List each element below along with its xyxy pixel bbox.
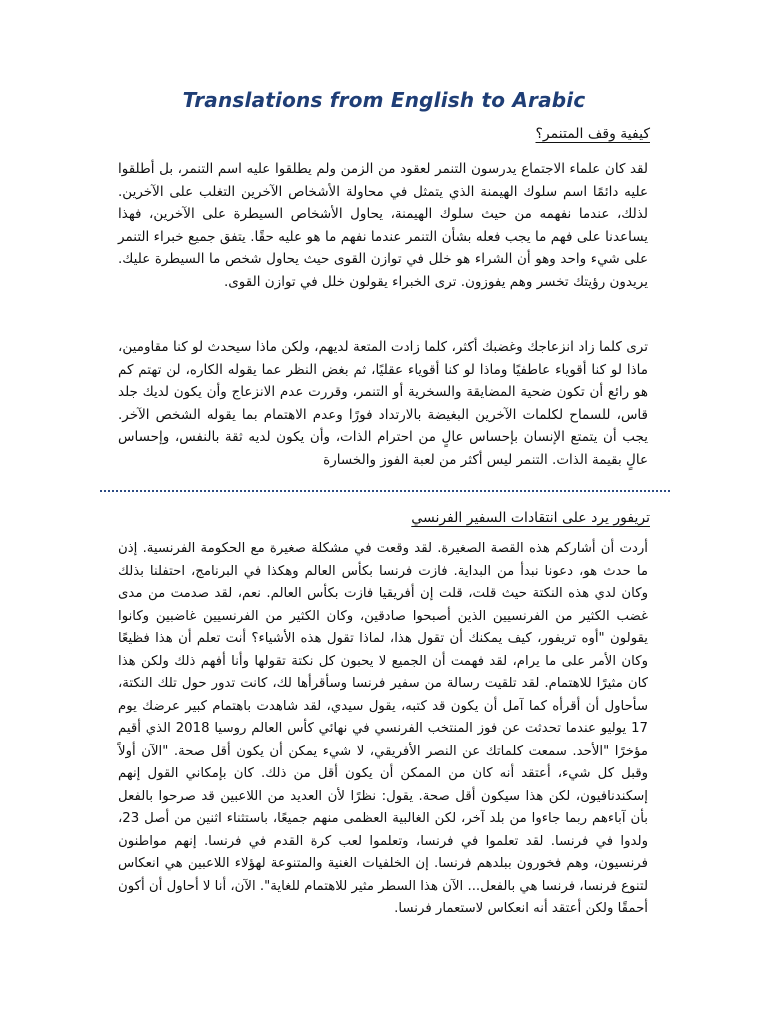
document-title: Translations from English to Arabic	[182, 88, 586, 112]
section-heading-bully: كيفية وقف المتنمر؟	[535, 126, 650, 142]
paragraph-trevor: أردت أن أشاركم هذه القصة الصغيرة. لقد وقعت في مشكلة صغيرة مع الحكومة الفرنسية. إذن ما حدث هو، دعونا نبدأ من البداية. فازت فرنسا بكأس العالم وهكذا في البرنامج، احتفلنا بذلك وكان لدي هذه النكتة حيث قلت، قلت إن أفريقيا فازت بكأس العالم. نعم، لقد صدمت من مدى غضب الكثير من الفرنسيين الذين أصبحوا صادقين، وكان الكثير من الفرنسيين غاضبين وكانوا يقولون "أوه تريفور، كيف يمكنك أن تقول هذا، لماذا تقول هذه الأشياء؟ أنت تعلم أن هذا فظيعًا وكان الأمر على ما يرام، لقد فهمت أن الجميع لا يحبون كل نكتة تقولها وأنا أفهم ذلك ولكن هذا كان مثيرًا للاهتمام. لقد تلقيت رسالة من سفير فرنسا وسأقرأها لك، كانت تدور حول تلك النكتة، سأحاول أن أقرأه كما آمل أن يكون قد كتبه، يقول سيدي، لقد شاهدت باهتمام كبير عرضك يوم 17 يوليو عندما تحدثت عن فوز المنتخب الفرنسي في نهائي كأس العالم روسيا 2018 الذي أقيم مؤخرًا "الأحد. سمعت كلماتك عن النصر الأفريقي، لا شيء يمكن أن يكون أقل صحة. "الآن أولاً وقبل كل شيء، أعتقد أنه كان من الممكن أن يكون أقل من ذلك. كان بإمكاني القول إنهم إسكندنافيون، لكن هذا سيكون أقل صحة. يقول: نظرًا لأن العديد من اللاعبين قد صرحوا بالفعل بأن آباءهم ربما جاءوا من بلد آخر، لكن الغالبية العظمى منهم جميعًا، باستثناء اثنين من أصل 23، ولدوا في فرنسا. لقد تعلموا في فرنسا، وتعلموا لعب كرة القدم في فرنسا. إنهم مواطنون فرنسيون، وهم فخورون ببلدهم فرنسا. إن الخلفيات الغنية والمتنوعة لهؤلاء اللاعبين هي انعكاس لتنوع فرنسا، فرنسا هي بالفعل... الآن هذا السطر مثير للاهتمام للغاية". الآن، أنا لا أحاول أن أكون أحمقًا ولكن أعتقد أنه انعكاس لاستعمار فرنسا.	[118, 541, 648, 916]
section-heading-trevor: تريفور يرد على انتقادات السفير الفرنسي	[411, 510, 650, 526]
section-divider	[100, 490, 670, 492]
paragraph-bully-1: لقد كان علماء الاجتماع يدرسون التنمر لعقود من الزمن ولم يطلقوا عليه اسم التنمر، بل أطلقوا عليه دائمًا اسم سلوك الهيمنة الذي يتمثل في محاولة الأشخاص الآخرين التغلب على الآخرين. لذلك، عندما نفهمه من حيث سلوك الهيمنة، يحاول الأشخاص السيطرة على الآخرين، فهذا يساعدنا على فهم ما يجب فعله بشأن التنمر عندما نفهم ما هو عليه حقًا. يتفق جميع خبراء التنمر على شيء واحد وهو أن الشراء هو خلل في توازن القوى حيث يحاول شخص ما السيطرة عليك. يريدون رؤيتك تخسر وهم يفوزون. ترى الخبراء يقولون خلل في توازن القوى.	[118, 161, 648, 290]
paragraph-bully-2: ترى كلما زاد انزعاجك وغضبك أكثر، كلما زادت المتعة لديهم، ولكن ماذا سيحدث لو كنا مقاومين، ماذا لو كنا أقوياء عاطفيًا وماذا لو كنا أقوياء عقليًا، ثم بغض النظر عما يقوله الكاره، لن تهتم كم هو رائع أن تكون ضحية المضايقة والسخرية أو التنمر، وقررت عدم الانزعاج وأن يكون لديك جلد قاس، للسماح لكلمات الآخرين البغيضة بالارتداد فورًا وعدم الاهتمام بما يقوله الشخص الآخر. يجب أن يتمتع الإنسان بإحساس عالٍ من احترام الذات، وأن يكون لديه ثقة بالنفس، وإحساس عالٍ بقيمة الذات. التنمر ليس أكثر من لعبة الفوز والخسارة	[118, 339, 648, 468]
